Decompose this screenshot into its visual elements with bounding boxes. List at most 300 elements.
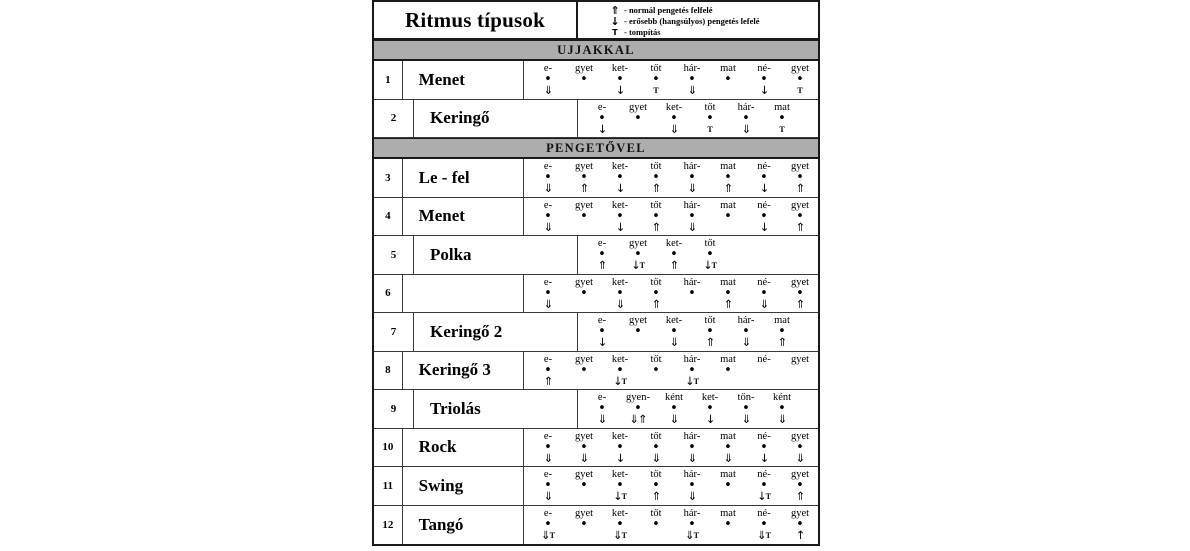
strum-symbol-icon: ↓: [759, 181, 769, 195]
beat-dot-icon: •: [580, 362, 588, 378]
strum-pattern: [524, 198, 818, 236]
table-row: [374, 467, 818, 506]
strum-symbol-icon: ⇑: [579, 181, 589, 195]
beat-dot-icon: •: [652, 72, 660, 87]
beat-syllable: hár-: [683, 430, 701, 442]
beat-column: [692, 315, 728, 349]
beat-dot-icon: •: [742, 110, 750, 126]
legend-symbol-icon: ↓: [610, 14, 620, 28]
beat-dot-icon: •: [760, 439, 768, 455]
beat-dot-icon: •: [544, 208, 552, 224]
beat-column: [638, 431, 674, 465]
beat-column: [566, 277, 602, 311]
legend-item-label: - tompítás: [624, 26, 661, 37]
beat-syllable: gyet: [790, 161, 810, 172]
beat-syllable: gyet: [574, 353, 594, 365]
strum-symbol-icon: ⇑: [597, 258, 607, 272]
section-header-label: PENGETŐVEL: [546, 140, 646, 155]
sections-host: [374, 40, 818, 544]
beat-column: [584, 392, 620, 426]
beat-syllable: gyet: [574, 507, 594, 519]
strum-symbol-icon: ⇓: [543, 296, 553, 311]
beat-column: [638, 508, 674, 542]
beat-syllable: ket-: [611, 430, 629, 442]
beat-dot-icon: •: [544, 72, 552, 87]
beat-syllable: hár-: [737, 315, 755, 326]
beat-syllable: e-: [543, 276, 553, 288]
legend-symbol-icon: T: [612, 27, 618, 37]
beat-syllable: mat: [720, 161, 736, 172]
strum-symbol-icon: ↓ T: [757, 489, 771, 503]
strum-symbol-icon: T: [797, 86, 803, 95]
strum-symbol-icon: ↓: [759, 83, 769, 97]
beat-dot-icon: •: [796, 72, 804, 87]
beat-dot-icon: •: [652, 362, 660, 378]
strum-pattern: [578, 390, 818, 428]
beat-dot-icon: •: [652, 439, 660, 455]
beat-syllable: gyet: [574, 199, 594, 211]
beat-dot-icon: •: [670, 247, 678, 262]
beat-syllable: ként: [664, 392, 684, 403]
strum-pattern: [578, 313, 818, 351]
strum-symbol-icon: ↓ T: [613, 489, 627, 503]
beat-column: [692, 238, 728, 272]
strum-symbol-icon: ⇑: [669, 258, 679, 272]
strum-symbol-icon: ↓: [597, 121, 607, 136]
beat-syllable: ket-: [665, 101, 683, 113]
strum-symbol-icon: ⇓: [795, 450, 805, 465]
strum-symbol-icon: ⇓: [687, 83, 697, 97]
beat-column: [638, 200, 674, 234]
beat-column: [638, 63, 674, 97]
beat-syllable: ket-: [611, 63, 629, 74]
row-number: 5: [374, 236, 414, 274]
beat-syllable: né-: [757, 507, 771, 519]
page-title: Ritmus típusok: [374, 2, 578, 38]
beat-syllable: hár-: [683, 63, 701, 74]
strum-symbol-icon: ⇑: [795, 296, 805, 311]
strum-symbol-icon: ⇓⇑: [629, 412, 647, 426]
beat-column: [692, 392, 728, 426]
beat-syllable: hár-: [737, 101, 755, 113]
strum-pattern: [524, 352, 818, 390]
beat-dot-icon: •: [616, 478, 624, 493]
beat-syllable: gyet: [790, 430, 810, 442]
strum-symbol-icon: ↓: [759, 450, 769, 465]
beat-column: [602, 431, 638, 465]
rhythm-name: Keringő 3: [403, 352, 524, 390]
beat-column: [530, 161, 566, 195]
beat-column: [782, 469, 818, 503]
rhythm-name: Menet: [403, 198, 524, 236]
beat-syllable: mat: [720, 353, 736, 365]
beat-dot-icon: •: [598, 247, 606, 262]
beat-dot-icon: •: [796, 170, 804, 185]
beat-dot-icon: •: [544, 439, 552, 455]
section-header-2: [374, 138, 818, 159]
beat-syllable: né-: [757, 63, 771, 74]
rhythm-name: Swing: [403, 467, 524, 505]
beat-column: [710, 431, 746, 465]
strum-symbol-icon: T: [707, 124, 713, 134]
beat-dot-icon: •: [544, 478, 552, 493]
strum-symbol-icon: ⇓: [687, 489, 697, 503]
beat-dot-icon: •: [724, 208, 732, 224]
strum-symbol-icon: ⇓: [579, 450, 589, 465]
beat-column: [746, 277, 782, 311]
beat-dot-icon: •: [670, 324, 678, 339]
beat-column: [602, 63, 638, 97]
row-number: 9: [374, 390, 414, 428]
rhythm-name: Menet: [403, 61, 524, 99]
strum-symbol-icon: ↓: [759, 219, 769, 234]
beat-column: [530, 431, 566, 465]
table-row: [374, 313, 818, 352]
beat-syllable: né-: [757, 353, 771, 365]
beat-syllable: gyet: [790, 353, 810, 365]
beat-column: [638, 354, 674, 388]
strum-pattern: [524, 429, 818, 467]
strum-symbol-icon: ⇓: [597, 412, 607, 426]
row-number: 4: [374, 198, 403, 236]
strum-symbol-icon: ⇓: [669, 412, 679, 426]
beat-syllable: tőt: [650, 161, 662, 172]
beat-dot-icon: •: [598, 110, 606, 126]
beat-column: [746, 508, 782, 542]
legend-item: [608, 5, 818, 16]
strum-symbol-icon: ⇑: [795, 489, 805, 503]
strum-symbol-icon: ↓ T: [613, 373, 627, 388]
beat-syllable: mat: [720, 276, 736, 288]
beat-syllable: ket-: [611, 161, 629, 172]
beat-syllable: ket-: [701, 392, 719, 403]
beat-dot-icon: •: [760, 516, 768, 532]
beat-syllable: gyet: [574, 430, 594, 442]
beat-dot-icon: •: [760, 72, 768, 87]
strum-symbol-icon: ⇓: [687, 219, 697, 234]
beat-dot-icon: •: [544, 516, 552, 532]
beat-column: [530, 63, 566, 97]
beat-dot-icon: •: [580, 478, 588, 493]
beat-column: [782, 200, 818, 234]
beat-syllable: gyet: [574, 276, 594, 288]
beat-syllable: ket-: [611, 507, 629, 519]
beat-syllable: e-: [597, 392, 607, 403]
beat-column: [674, 354, 710, 388]
rhythm-name: Tangó: [403, 506, 524, 545]
beat-dot-icon: •: [688, 208, 696, 224]
beat-column: [710, 161, 746, 195]
beat-dot-icon: •: [760, 478, 768, 493]
beat-column: [782, 508, 818, 542]
beat-column: [602, 277, 638, 311]
beat-dot-icon: •: [760, 170, 768, 185]
beat-dot-icon: •: [688, 170, 696, 185]
beat-syllable: tőt: [704, 101, 716, 113]
beat-syllable: tőt: [704, 315, 716, 326]
beat-column: [566, 200, 602, 234]
strum-symbol-icon: ⇓: [741, 412, 751, 426]
rhythm-name: [403, 275, 524, 313]
beat-column: [530, 277, 566, 311]
beat-syllable: gyet: [790, 276, 810, 288]
beat-column: [710, 63, 746, 97]
strum-symbol-icon: ↓: [615, 219, 625, 234]
beat-column: [746, 200, 782, 234]
beat-dot-icon: •: [670, 401, 678, 416]
beat-syllable: e-: [597, 101, 607, 113]
beat-column: [602, 354, 638, 388]
beat-column: [674, 200, 710, 234]
beat-syllable: ket-: [611, 199, 629, 211]
beat-column: [620, 102, 656, 136]
legend-item: [608, 16, 818, 27]
beat-syllable: tőt: [650, 199, 662, 211]
table-row: [374, 236, 818, 275]
beat-syllable: ket-: [665, 238, 683, 249]
beat-dot-icon: •: [796, 516, 804, 532]
rhythm-name: Keringő 2: [414, 313, 578, 351]
strum-symbol-icon: ↓ T: [685, 373, 699, 388]
beat-dot-icon: •: [796, 208, 804, 224]
beat-column: [710, 277, 746, 311]
beat-dot-icon: •: [544, 170, 552, 185]
beat-dot-icon: •: [706, 324, 714, 339]
beat-syllable: gyet: [628, 315, 648, 326]
beat-column: [674, 431, 710, 465]
rhythm-name: Triolás: [414, 390, 578, 428]
strum-symbol-icon: ⇑: [651, 296, 661, 311]
rhythm-types-table: [372, 0, 820, 546]
table-row: [374, 275, 818, 314]
beat-dot-icon: •: [796, 478, 804, 493]
beat-syllable: gyet: [574, 161, 594, 172]
legend-item-label: - normál pengetés felfelé: [624, 4, 713, 15]
beat-column: [674, 508, 710, 542]
beat-dot-icon: •: [670, 110, 678, 126]
strum-symbol-icon: ⇓: [543, 450, 553, 465]
beat-column: [746, 354, 782, 388]
beat-column: [530, 200, 566, 234]
legend-item-label: - erősebb (hangsúlyos) pengetés lefelé: [624, 15, 760, 26]
strum-symbol-icon: ↓: [615, 181, 625, 195]
beat-syllable: né-: [757, 430, 771, 442]
strum-symbol-icon: ⇓: [669, 335, 679, 349]
beat-dot-icon: •: [724, 362, 732, 378]
strum-symbol-icon: ⇑: [651, 181, 661, 195]
strum-symbol-icon: ⇓: [723, 450, 733, 465]
beat-dot-icon: •: [688, 285, 696, 301]
beat-dot-icon: •: [778, 110, 786, 126]
strum-symbol-icon: ⇓ T: [685, 527, 699, 542]
beat-syllable: gyen-: [626, 392, 650, 403]
strum-pattern: [578, 236, 818, 274]
strum-symbol-icon: ⇓: [741, 121, 751, 136]
strum-symbol-icon: ⇓: [687, 450, 697, 465]
beat-column: [728, 102, 764, 136]
section-header-label: UJJAKKAL: [557, 42, 635, 57]
strum-symbol-icon: ⇑: [795, 219, 805, 234]
beat-dot-icon: •: [688, 72, 696, 87]
strum-symbol-icon: ⇓: [651, 450, 661, 465]
beat-column: [602, 469, 638, 503]
strum-symbol-icon: ⇓: [777, 412, 787, 426]
beat-syllable: hár-: [683, 353, 701, 365]
beat-column: [710, 200, 746, 234]
strum-symbol-icon: ⇓: [687, 181, 697, 195]
beat-column: [602, 161, 638, 195]
table-header-row: [374, 2, 818, 40]
beat-column: [638, 277, 674, 311]
beat-syllable: ket-: [611, 276, 629, 288]
rhythm-name: Le - fel: [403, 159, 524, 197]
beat-syllable: e-: [543, 469, 553, 480]
beat-syllable: né-: [757, 161, 771, 172]
beat-dot-icon: •: [760, 285, 768, 301]
strum-symbol-icon: ↓ T: [631, 258, 645, 272]
beat-column: [782, 161, 818, 195]
beat-dot-icon: •: [688, 439, 696, 455]
beat-syllable: ket-: [611, 469, 629, 480]
row-number: 12: [374, 506, 403, 545]
beat-syllable: tőt: [704, 238, 716, 249]
beat-dot-icon: •: [544, 285, 552, 301]
beat-column: [746, 431, 782, 465]
beat-column: [674, 63, 710, 97]
beat-dot-icon: •: [598, 401, 606, 416]
row-number: 8: [374, 352, 403, 390]
beat-syllable: hár-: [683, 161, 701, 172]
beat-syllable: mat: [720, 430, 736, 442]
beat-dot-icon: •: [616, 170, 624, 185]
strum-pattern: [524, 159, 818, 197]
strum-symbol-icon: ⇓ T: [613, 527, 627, 542]
beat-dot-icon: •: [796, 439, 804, 455]
strum-symbol-icon: ↓: [615, 83, 625, 97]
beat-dot-icon: •: [706, 247, 714, 262]
strum-symbol-icon: ↑: [795, 527, 805, 542]
beat-column: [566, 161, 602, 195]
strum-symbol-icon: T: [653, 86, 659, 95]
strum-symbol-icon: ⇑: [723, 181, 733, 195]
beat-dot-icon: •: [634, 247, 642, 262]
beat-column: [710, 508, 746, 542]
beat-syllable: e-: [543, 353, 553, 365]
beat-dot-icon: •: [706, 401, 714, 416]
beat-dot-icon: •: [616, 439, 624, 455]
beat-dot-icon: •: [616, 285, 624, 301]
beat-dot-icon: •: [706, 110, 714, 126]
beat-syllable: e-: [543, 507, 553, 519]
beat-dot-icon: •: [580, 439, 588, 455]
beat-syllable: gyet: [574, 469, 594, 480]
beat-syllable: tőt: [650, 276, 662, 288]
table-row: [374, 61, 818, 100]
beat-syllable: hár-: [683, 199, 701, 211]
strum-symbol-icon: ⇓: [741, 335, 751, 349]
beat-syllable: e-: [543, 430, 553, 442]
beat-syllable: mat: [774, 101, 790, 113]
beat-column: [566, 431, 602, 465]
beat-column: [602, 200, 638, 234]
beat-column: [584, 102, 620, 136]
table-row: [374, 429, 818, 468]
beat-column: [656, 238, 692, 272]
strum-symbol-icon: ↓: [615, 450, 625, 465]
strum-symbol-icon: ⇓: [543, 219, 553, 234]
rhythm-name: Polka: [414, 236, 578, 274]
table-row: [374, 352, 818, 391]
beat-dot-icon: •: [634, 110, 642, 126]
row-number: 10: [374, 429, 403, 467]
beat-dot-icon: •: [580, 170, 588, 185]
beat-dot-icon: •: [544, 362, 552, 378]
beat-column: [710, 469, 746, 503]
strum-symbol-icon: ↓: [705, 412, 715, 426]
beat-dot-icon: •: [778, 324, 786, 339]
strum-symbol-icon: ↓: [597, 335, 607, 349]
beat-syllable: né-: [757, 469, 771, 480]
beat-column: [584, 315, 620, 349]
beat-column: [638, 161, 674, 195]
beat-dot-icon: •: [580, 72, 588, 87]
beat-syllable: ként: [772, 392, 792, 403]
strum-symbol-icon: ⇑: [651, 489, 661, 503]
beat-dot-icon: •: [778, 401, 786, 416]
beat-dot-icon: •: [760, 208, 768, 224]
beat-column: [782, 431, 818, 465]
beat-column: [692, 102, 728, 136]
beat-column: [656, 102, 692, 136]
beat-dot-icon: •: [688, 362, 696, 378]
beat-syllable: mat: [774, 315, 790, 326]
beat-column: [584, 238, 620, 272]
table-row: [374, 159, 818, 198]
beat-syllable: e-: [543, 161, 553, 172]
beat-dot-icon: •: [652, 478, 660, 493]
beat-syllable: mat: [720, 63, 736, 74]
beat-column: [746, 63, 782, 97]
row-number: 6: [374, 275, 403, 313]
strum-symbol-icon: ⇑: [543, 373, 553, 388]
beat-column: [764, 102, 800, 136]
strum-symbol-icon: ⇓: [759, 296, 769, 311]
beat-dot-icon: •: [616, 362, 624, 378]
beat-syllable: ket-: [611, 353, 629, 365]
beat-column: [602, 508, 638, 542]
table-row: [374, 506, 818, 545]
legend: [578, 2, 818, 38]
beat-column: [728, 315, 764, 349]
beat-column: [656, 392, 692, 426]
beat-syllable: hár-: [683, 469, 701, 480]
legend-item: [608, 27, 818, 38]
beat-column: [530, 354, 566, 388]
beat-syllable: hár-: [683, 276, 701, 288]
beat-syllable: mat: [720, 469, 736, 480]
row-number: 2: [374, 100, 414, 138]
beat-column: [710, 354, 746, 388]
beat-column: [764, 392, 800, 426]
beat-dot-icon: •: [724, 285, 732, 301]
beat-dot-icon: •: [652, 516, 660, 532]
strum-pattern: [524, 275, 818, 313]
row-number: 11: [374, 467, 403, 505]
beat-column: [530, 508, 566, 542]
beat-column: [566, 63, 602, 97]
beat-syllable: e-: [543, 199, 553, 211]
beat-dot-icon: •: [580, 285, 588, 301]
